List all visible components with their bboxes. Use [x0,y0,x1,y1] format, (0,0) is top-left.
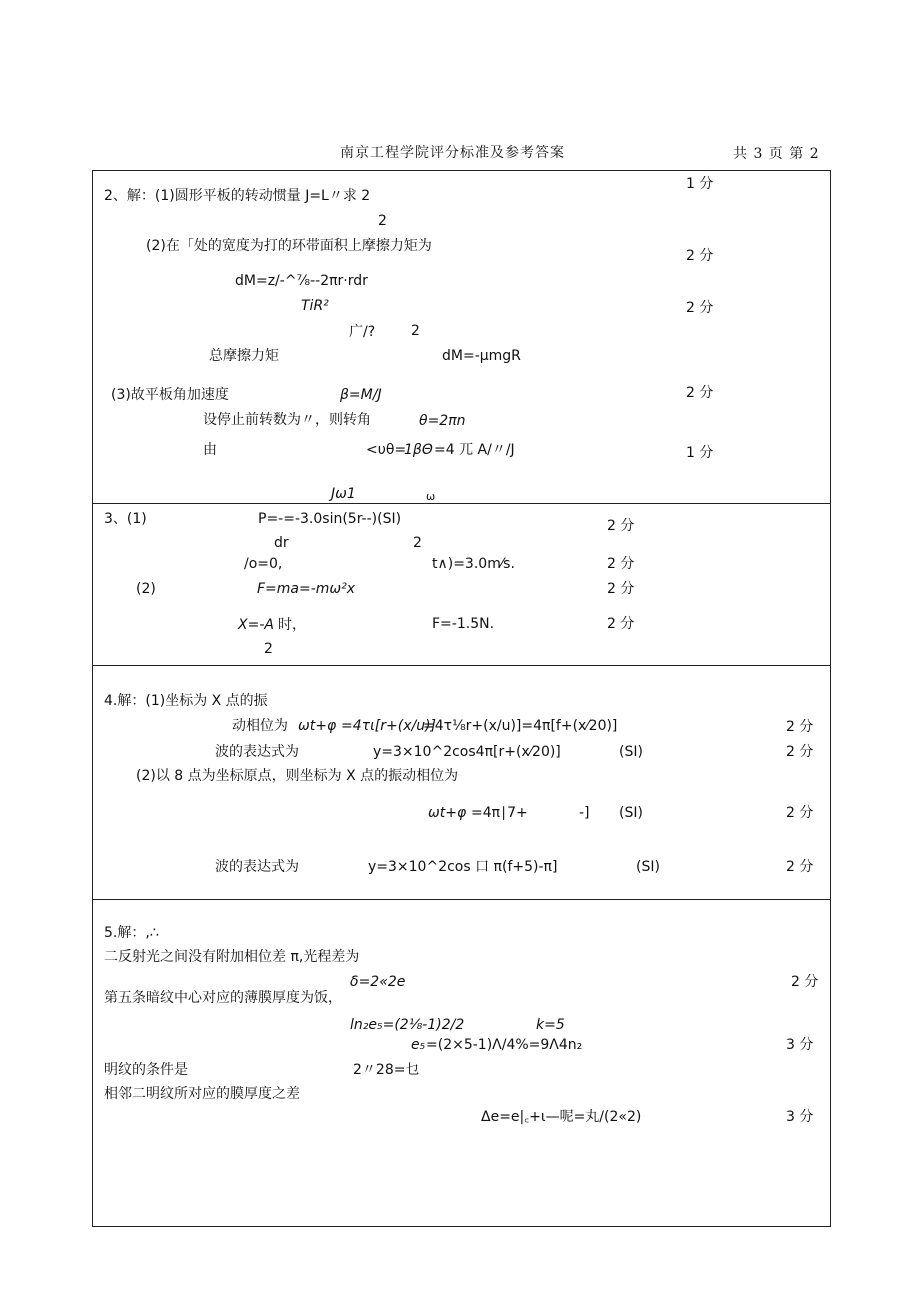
q3-score-3: 2 分 [607,581,635,597]
q3-eq2a: /o=0, [244,556,283,572]
q2-total-eq: dM=-μmgR [442,348,521,364]
q5-line3: 第五条暗纹中心对应的薄膜厚度为饭， [104,990,342,1006]
q2-total-label: 总摩擦力矩 [209,348,279,364]
q2-line6b: ω [426,490,436,503]
q3-eq1b: dr [274,535,289,551]
page-title: 南京工程学院评分标准及参考答案 [340,145,565,161]
q2-line5-eq-a: <υθ= [366,442,407,458]
q2-line5-eq-c: =4 兀 A/〃/J [434,442,515,458]
q5-line5: 相邻二明纹所对应的膜厚度之差 [104,1086,300,1102]
q4-line3c: (SI) [619,744,643,760]
q5-eq3a: e₅ [411,1037,426,1053]
q3-eq4b: F=-1.5N. [432,616,495,632]
q4-score-3: 2 分 [786,805,814,821]
q5-score-3: 3 分 [786,1109,814,1125]
q2-score-5: 1 分 [686,445,714,461]
q3-eq4a2: 时， [278,617,306,633]
q2-score-4: 2 分 [686,385,714,401]
q4-line2c: =4τι[r+(x/u)] [341,718,437,734]
q2-line5: 由 [203,442,217,458]
q2-line1: 2、解：(1)圆形平板的转动惯量 J=L〃求 2 [104,188,371,204]
q2-line4-eq: θ=2πn [419,413,466,429]
q5-score-1: 2 分 [791,974,819,990]
q4-line3a: 波的表达式为 [215,744,299,760]
q5-line1: 5.解：,∴ [104,925,159,941]
q5-eq4: 2〃28=乜 [353,1062,420,1078]
q5-line4: 明纹的条件是 [104,1062,188,1078]
q2-line4: 设停止前转数为〃，则转角 [203,412,371,428]
q3-eq2b: t∧)=3.0m⁄s. [432,556,515,572]
q4-line2a: 动相位为 [232,718,288,734]
q3-line1: 3、(1) [104,511,147,527]
q4-line5d: (SI) [619,805,643,821]
q4-line3b: y=3×10^2cos4π[r+(x⁄20)] [373,744,561,760]
q4-line1: 4.解：(1)坐标为 X 点的振 [104,693,268,709]
q3-eq4a: X=-A [238,617,274,633]
q4-line6c: (SI) [636,859,660,875]
q4-line2d: =4τ⅛r+(x/u)]=4π[f+(x⁄20)] [423,718,618,734]
row-divider-q4-q5 [92,899,831,900]
q5-eq2a: ln₂e₅=(2⅛-1)2/2 [350,1017,465,1033]
q2-eq1d: 2 [411,323,420,339]
q2-eq1b: TiR² [301,298,329,314]
page-count: 共 3 页 第 2 [733,146,820,162]
q3-score-2: 2 分 [607,556,635,572]
row-divider-q2-q3 [92,503,831,504]
q3-score-1: 2 分 [607,518,635,534]
q2-line3-eq: β=M/J [340,387,382,403]
q3-eq1: P=-=-3.0sin(5r--)(SI) [258,511,402,527]
q2-line6: Jω1 [331,486,356,502]
row-divider-q3-q4 [92,665,831,666]
q5-eq2b: k=5 [536,1017,565,1033]
q5-line2: 二反射光之间没有附加相位差 π,光程差为 [104,949,360,965]
q2-score-1: 1 分 [686,176,714,192]
q4-score-4: 2 分 [786,859,814,875]
q2-eq1: dM=z/-^⅞--2πr·rdr [235,273,368,289]
q2-score-3: 2 分 [686,300,714,316]
q2-score-2: 2 分 [686,248,714,264]
q3-line2: (2) [136,581,156,597]
q2-line3: (3)故平板角加速度 [111,387,229,403]
q4-line6b: y=3×10^2cos 口 π(f+5)-π] [368,859,558,875]
q3-score-4: 2 分 [607,616,635,632]
q4-line6a: 波的表达式为 [215,859,299,875]
q4-line5b: =4π∣7+ [471,805,528,821]
q4-line2b: ωt+φ [298,718,337,734]
q5-eq3b: =(2×5-1)Λ/4%=9Λ4n₂ [426,1037,583,1053]
q5-eq5: Δe=e|꜀+ι—呢=丸/(2«2) [481,1109,642,1125]
q4-line5a: ωt+φ [428,805,467,821]
q3-eq1c: 2 [413,535,422,551]
q2-line5-eq-b: 1βΘ [404,442,433,458]
q4-line5c: -] [579,805,590,821]
q4-score-1: 2 分 [786,719,814,735]
q2-line2: (2)在「处的宽度为打的环带面积上摩擦力矩为 [146,238,432,254]
q3-eq3: F=ma=-mω²x [257,581,356,597]
q4-line4: (2)以 8 点为坐标原点，则坐标为 X 点的振动相位为 [136,768,459,784]
q4-score-2: 2 分 [786,744,814,760]
q2-eq1c: 广/? [349,324,376,340]
q2-line1b: 2 [378,213,387,229]
q3-eq4c: 2 [264,641,273,657]
q5-score-2: 3 分 [786,1037,814,1053]
q5-eq1: δ=2«2e [350,974,406,990]
